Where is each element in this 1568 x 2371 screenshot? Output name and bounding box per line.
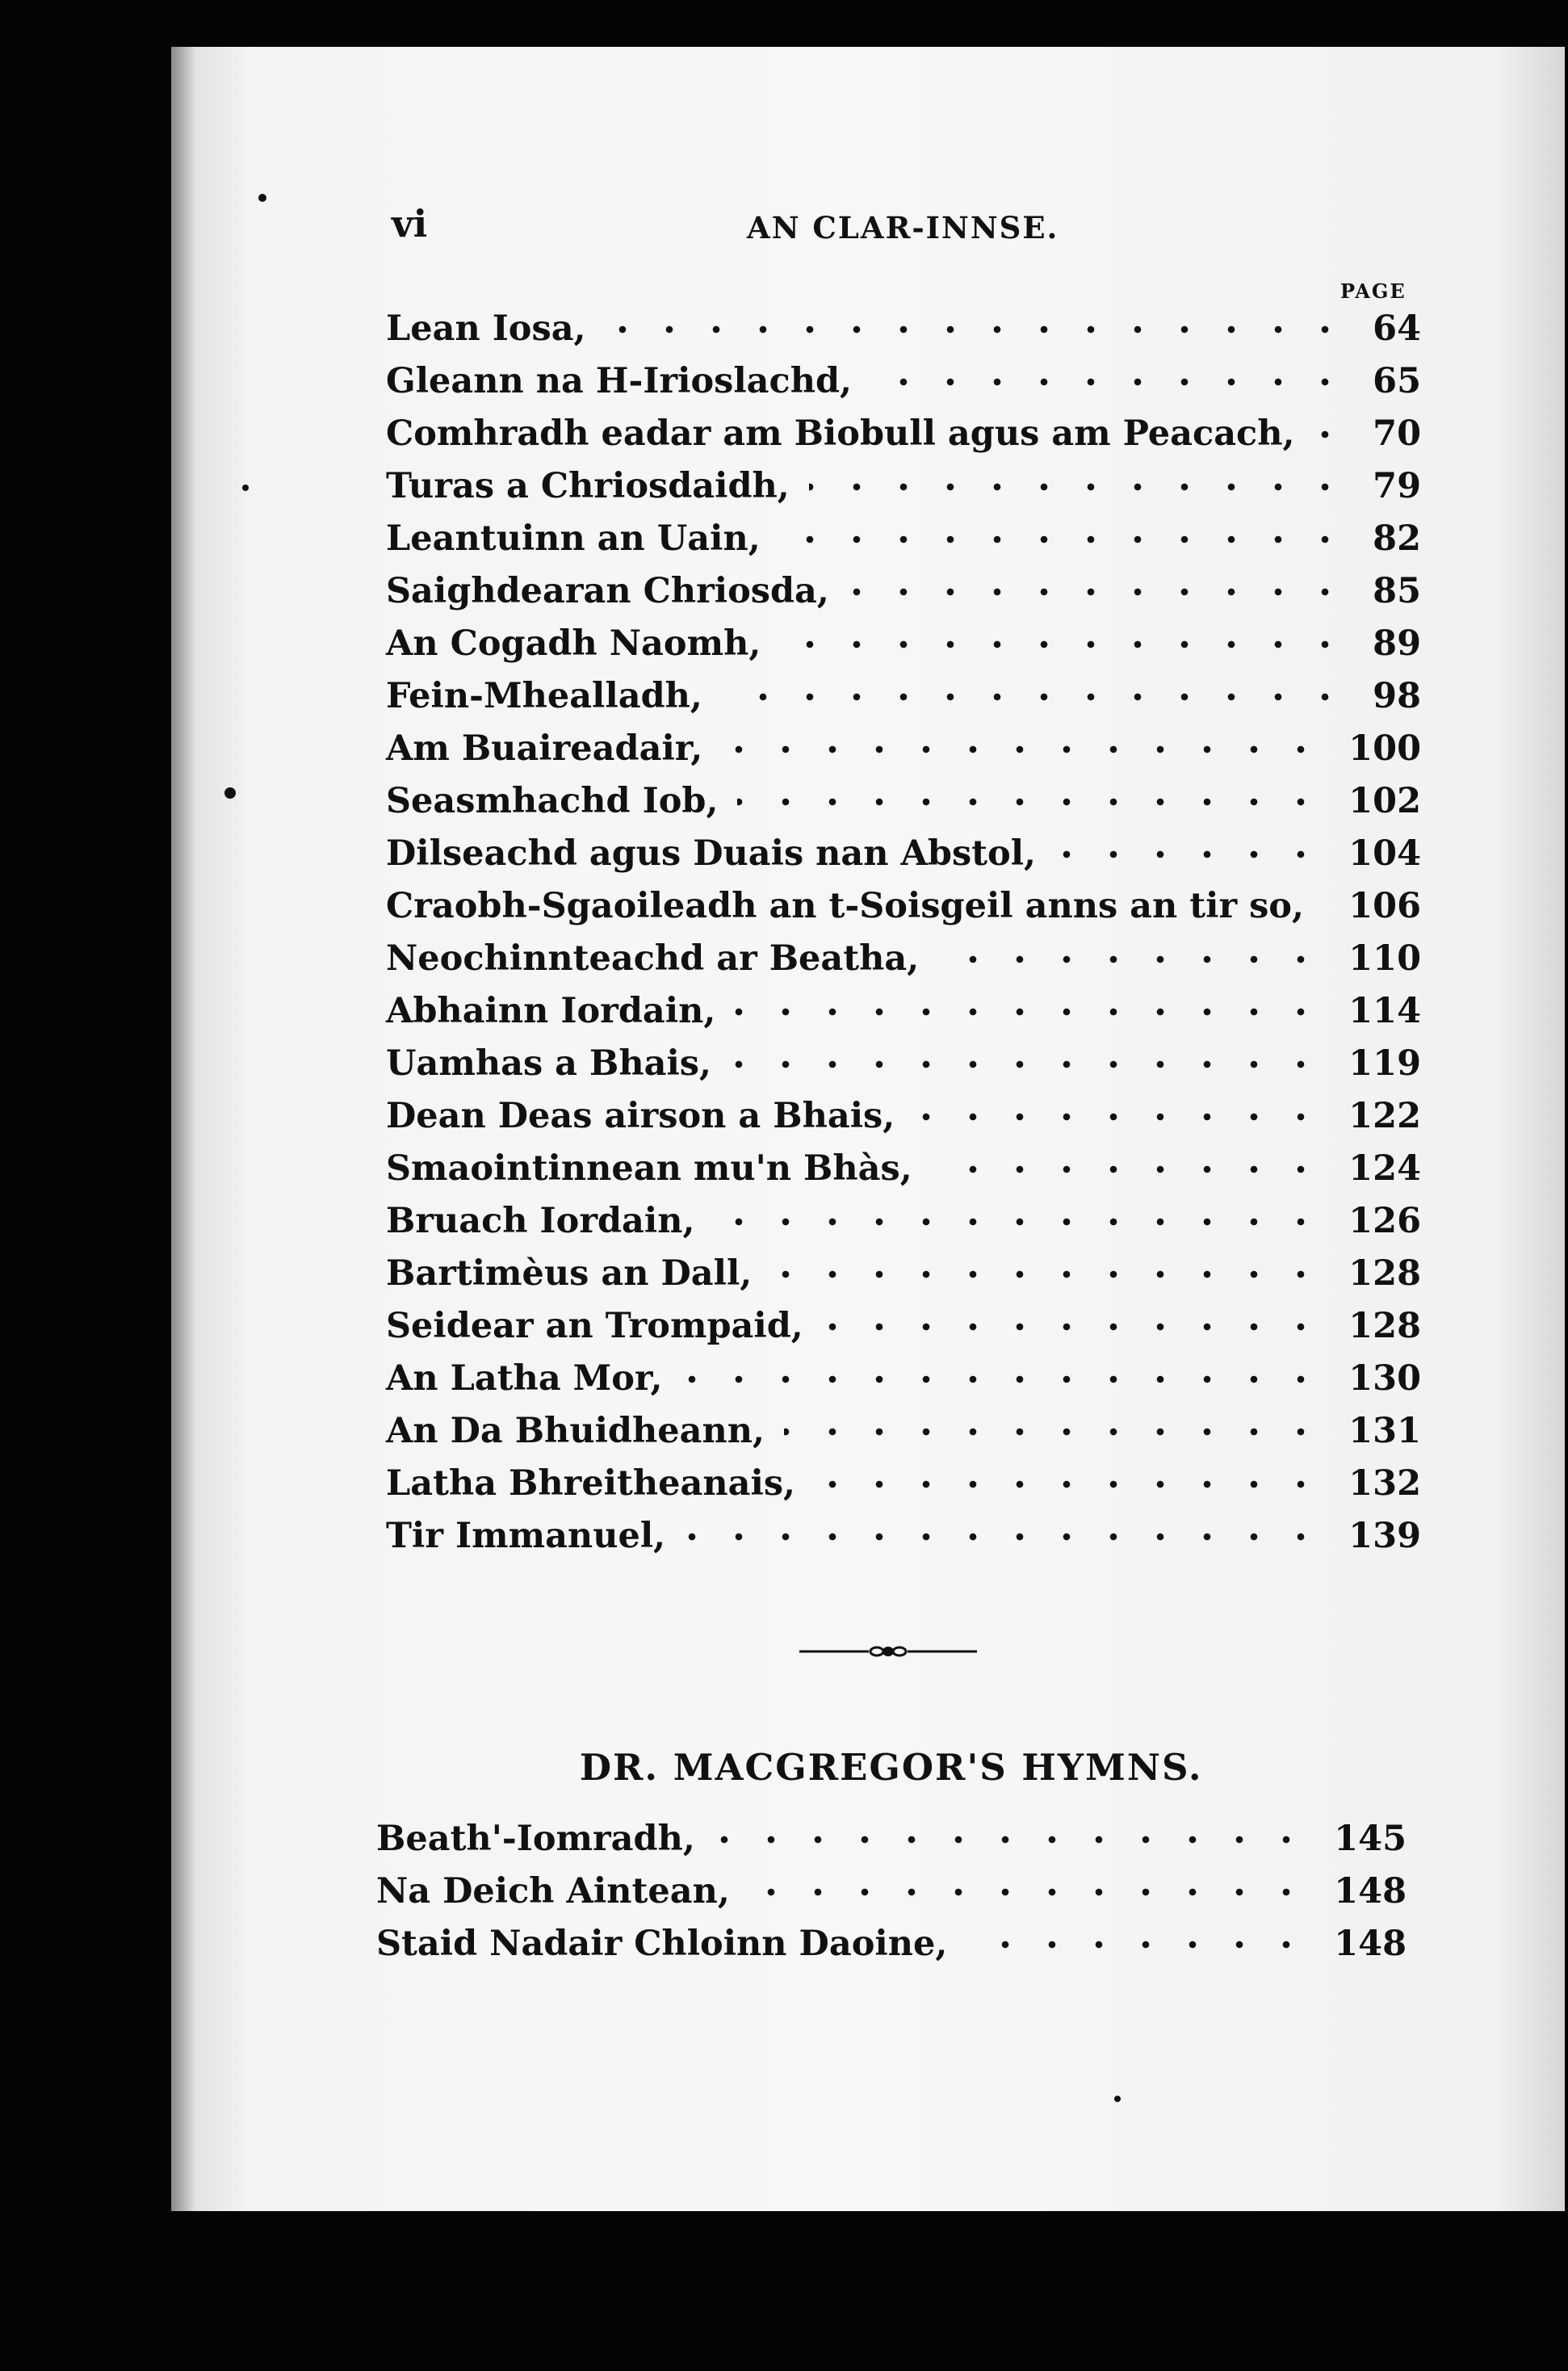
dot-leader bbox=[871, 378, 1348, 386]
ornament-divider bbox=[799, 1639, 977, 1664]
toc-entry bbox=[386, 828, 1421, 880]
toc-entry-title: Na Deich Aintean, bbox=[376, 1871, 730, 1911]
toc-entry bbox=[386, 618, 1421, 670]
toc-entry bbox=[386, 1248, 1421, 1300]
toc-entry-title: Uamhas a Bhais, bbox=[386, 1043, 711, 1084]
dot-leader bbox=[722, 693, 1348, 701]
toc-entry-page: 89 bbox=[1373, 623, 1421, 664]
toc-entry bbox=[386, 880, 1421, 933]
page-column-label: PAGE bbox=[1340, 279, 1407, 303]
dot-leader bbox=[849, 588, 1348, 596]
dot-leader bbox=[780, 640, 1348, 648]
toc-entry bbox=[386, 1405, 1421, 1458]
toc-entry bbox=[386, 1195, 1421, 1248]
toc-entry-title: Neochinnteachd ar Beatha, bbox=[386, 938, 920, 979]
dot-leader bbox=[771, 1270, 1324, 1278]
toc-entry-title: Tir Immanuel, bbox=[386, 1516, 666, 1556]
toc-entry-title: Staid Nadair Chloinn Daoine, bbox=[376, 1924, 948, 1964]
print-speck bbox=[1114, 2096, 1121, 2102]
dot-leader bbox=[737, 798, 1324, 806]
toc-entry-title: An Da Bhuidheann, bbox=[386, 1411, 765, 1451]
toc-entry bbox=[386, 670, 1421, 723]
dot-leader bbox=[735, 1008, 1324, 1016]
toc-entry bbox=[386, 723, 1421, 775]
toc-entry-page: 85 bbox=[1373, 571, 1421, 611]
toc-entry bbox=[386, 1510, 1421, 1563]
toc-entry-title: Bruach Iordain, bbox=[386, 1201, 695, 1241]
toc-entry-title: Smaointinnean mu'n Bhàs, bbox=[386, 1148, 912, 1189]
toc-entry-page: 100 bbox=[1348, 728, 1421, 769]
toc-entry bbox=[386, 1353, 1421, 1405]
toc-entry-page: 65 bbox=[1373, 361, 1421, 401]
toc-entry-page: 128 bbox=[1348, 1306, 1421, 1346]
toc-entry-page: 132 bbox=[1348, 1463, 1421, 1504]
toc-entry-page: 128 bbox=[1348, 1253, 1421, 1294]
toc-entry bbox=[386, 355, 1421, 408]
running-title: AN CLAR-INNSE. bbox=[747, 210, 1059, 245]
dot-leader bbox=[722, 745, 1324, 753]
toc-entry-title: An Cogadh Naomh, bbox=[386, 623, 761, 664]
toc-entry bbox=[376, 1918, 1407, 1970]
toc-entry bbox=[386, 775, 1421, 828]
toc-entry-page: 131 bbox=[1348, 1411, 1421, 1451]
toc-entry-page: 148 bbox=[1334, 1871, 1407, 1911]
toc-entry-page: 106 bbox=[1348, 886, 1421, 926]
dot-leader bbox=[784, 1428, 1324, 1436]
dot-leader bbox=[938, 955, 1324, 963]
toc-entry bbox=[386, 513, 1421, 565]
toc-entry-page: 124 bbox=[1348, 1148, 1421, 1189]
dot-leader bbox=[749, 1888, 1310, 1896]
toc-entry bbox=[386, 1143, 1421, 1195]
toc-entry-title: Seasmhachd Iob, bbox=[386, 781, 719, 821]
dot-leader bbox=[731, 1060, 1324, 1068]
toc-entry-title: Dean Deas airson a Bhais, bbox=[386, 1096, 895, 1136]
toc-entry-page: 126 bbox=[1348, 1201, 1421, 1241]
toc-entry bbox=[386, 460, 1421, 513]
print-speck bbox=[258, 194, 266, 202]
page-gutter-shadow bbox=[171, 47, 195, 2211]
toc-entry-page: 148 bbox=[1334, 1924, 1407, 1964]
dot-leader bbox=[1314, 430, 1348, 439]
dot-leader bbox=[715, 1836, 1310, 1844]
table-of-contents bbox=[386, 303, 1421, 1563]
toc-entry-title: Comhradh eadar am Biobull agus am Peacach, bbox=[386, 413, 1295, 454]
page-header bbox=[392, 202, 1433, 250]
dot-leader bbox=[809, 483, 1348, 491]
toc-entry-title: Dilseachd agus Duais nan Abstol, bbox=[386, 833, 1037, 874]
dot-leader bbox=[1055, 850, 1324, 858]
page-number: vi bbox=[392, 202, 428, 245]
toc-entry bbox=[386, 1300, 1421, 1353]
toc-entry-page: 145 bbox=[1334, 1819, 1407, 1859]
toc-entry bbox=[386, 303, 1421, 355]
dot-leader bbox=[966, 1941, 1310, 1949]
print-speck bbox=[242, 485, 249, 491]
toc-entry-title: Bartimèus an Dall, bbox=[386, 1253, 753, 1294]
toc-entry-page: 139 bbox=[1348, 1516, 1421, 1556]
toc-entry bbox=[386, 985, 1421, 1038]
toc-entry bbox=[376, 1865, 1407, 1918]
toc-entry-title: Abhainn Iordain, bbox=[386, 991, 716, 1031]
toc-entry-page: 102 bbox=[1348, 781, 1421, 821]
toc-entry-title: Saighdearan Chriosda, bbox=[386, 571, 829, 611]
toc-entry-title: Beath'-Iomradh, bbox=[376, 1819, 695, 1859]
toc-entry-title: Seidear an Trompaid, bbox=[386, 1306, 803, 1346]
toc-entry bbox=[386, 1038, 1421, 1090]
dot-leader bbox=[823, 1323, 1324, 1331]
toc-entry-page: 79 bbox=[1373, 466, 1421, 506]
dot-leader bbox=[780, 535, 1348, 543]
toc-entry bbox=[386, 933, 1421, 985]
toc-entry-page: 98 bbox=[1373, 676, 1421, 716]
toc-entry-title: Craobh-Sgaoileadh an t-Soisgeil anns an tir so, bbox=[386, 886, 1304, 926]
toc-entry-page: 122 bbox=[1348, 1096, 1421, 1136]
toc-entry-title: An Latha Mor, bbox=[386, 1358, 663, 1399]
hymns-contents bbox=[376, 1813, 1407, 1970]
print-speck bbox=[224, 787, 236, 799]
toc-entry bbox=[386, 1458, 1421, 1510]
dot-leader bbox=[606, 325, 1348, 334]
dot-leader bbox=[685, 1533, 1324, 1541]
toc-entry bbox=[386, 565, 1421, 618]
toc-entry-title: Gleann na H-Irioslachd, bbox=[386, 361, 853, 401]
toc-entry-page: 70 bbox=[1373, 413, 1421, 454]
dot-leader bbox=[815, 1480, 1324, 1488]
toc-entry bbox=[386, 1090, 1421, 1143]
toc-entry-page: 64 bbox=[1373, 308, 1421, 349]
toc-entry-page: 110 bbox=[1348, 938, 1421, 979]
toc-entry-title: Lean Iosa, bbox=[386, 308, 586, 349]
section-heading: DR. MACGREGOR'S HYMNS. bbox=[580, 1746, 1203, 1789]
toc-entry-title: Am Buaireadair, bbox=[386, 728, 703, 769]
toc-entry bbox=[386, 408, 1421, 460]
toc-entry-title: Fein-Mhealladh, bbox=[386, 676, 702, 716]
toc-entry-page: 119 bbox=[1348, 1043, 1421, 1084]
dot-leader bbox=[932, 1165, 1324, 1173]
toc-entry-page: 114 bbox=[1348, 991, 1421, 1031]
toc-entry-page: 104 bbox=[1348, 833, 1421, 874]
toc-entry-page: 82 bbox=[1373, 518, 1421, 559]
dot-leader bbox=[914, 1113, 1324, 1121]
dot-leader bbox=[715, 1218, 1324, 1226]
toc-entry-page: 130 bbox=[1348, 1358, 1421, 1399]
dot-leader bbox=[1323, 903, 1324, 911]
toc-entry-title: Turas a Chriosdaidh, bbox=[386, 466, 790, 506]
toc-entry-title: Leantuinn an Uain, bbox=[386, 518, 761, 559]
toc-entry bbox=[376, 1813, 1407, 1865]
dot-leader bbox=[681, 1375, 1324, 1383]
toc-entry-title: Latha Bhreitheanais, bbox=[386, 1463, 795, 1504]
